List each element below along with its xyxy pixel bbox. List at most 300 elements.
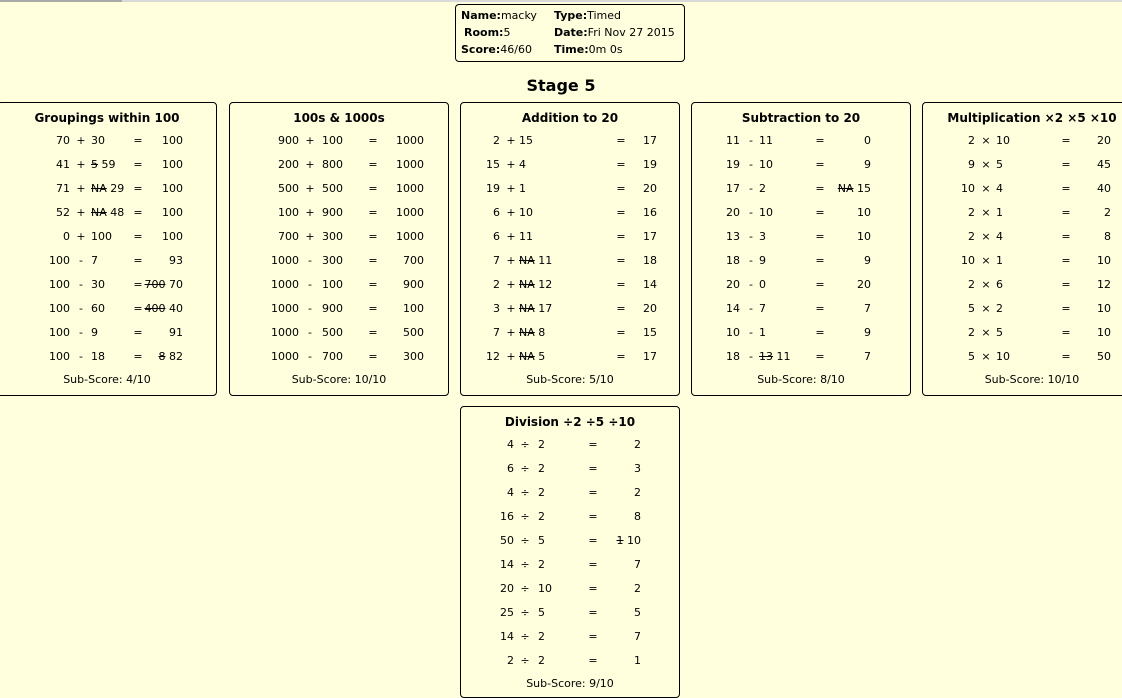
operator: + — [506, 230, 516, 243]
operand-a: 14 — [500, 558, 514, 571]
equals-sign: = — [616, 350, 626, 363]
equation-list — [461, 129, 679, 369]
operand-a: 18 — [726, 350, 740, 363]
equation-row — [923, 201, 1122, 225]
operand-b — [91, 177, 124, 201]
operator: - — [79, 326, 83, 339]
correct-answer: 82 — [169, 350, 183, 363]
sub-score: Sub-Score: 10/10 — [291, 373, 387, 386]
equals-sign: = — [368, 230, 378, 243]
operand-a: 9 — [968, 158, 975, 171]
result: 1000 — [396, 134, 424, 147]
wrong-answer: NA — [91, 206, 107, 219]
operator: + — [305, 158, 315, 171]
wrong-answer: 5 — [91, 158, 98, 171]
correct-answer: 15 — [857, 182, 871, 195]
sub-score: Sub-Score: 4/10 — [63, 373, 151, 386]
operand-a: 2 — [968, 278, 975, 291]
equation-row — [0, 273, 216, 297]
result: 100 — [162, 206, 183, 219]
operator: ÷ — [520, 438, 530, 451]
result: 10 — [1097, 254, 1111, 267]
operand-a: 10 — [726, 326, 740, 339]
correct-answer: 10 — [627, 534, 641, 547]
operand-a: 2 — [968, 206, 975, 219]
result: 93 — [169, 254, 183, 267]
operand-b: 1 — [759, 326, 766, 339]
equation-row — [230, 273, 448, 297]
equation-row — [692, 177, 910, 201]
equation-list — [0, 129, 216, 369]
equation-list — [692, 129, 910, 369]
operand-b: 2 — [538, 438, 545, 451]
operator: + — [76, 158, 86, 171]
operand-a: 12 — [486, 350, 500, 363]
correct-answer: 48 — [110, 206, 125, 219]
equation-row — [0, 177, 216, 201]
operand-b: 11 — [519, 230, 533, 243]
sub-score: Sub-Score: 5/10 — [526, 373, 614, 386]
operand-b: 900 — [322, 206, 343, 219]
name-label: Name: — [461, 9, 501, 22]
operator: ÷ — [520, 534, 530, 547]
operator: - — [749, 254, 753, 267]
equals-sign: = — [133, 230, 143, 243]
operator: × — [981, 134, 991, 147]
operator: × — [981, 182, 991, 195]
wrong-answer: 8 — [158, 350, 166, 363]
operand-b: 3 — [759, 230, 766, 243]
equation-row — [0, 249, 216, 273]
result-header — [455, 4, 685, 62]
operand-a: 900 — [278, 134, 299, 147]
result: 9 — [864, 158, 871, 171]
room-value: 5 — [503, 26, 511, 39]
panel-title: Division ÷2 ÷5 ÷10 — [504, 415, 636, 429]
top-border — [0, 0, 1122, 2]
equals-sign: = — [1061, 230, 1071, 243]
operand-a: 50 — [500, 534, 514, 547]
operator: × — [981, 230, 991, 243]
equation-row — [692, 201, 910, 225]
equals-sign: = — [616, 134, 626, 147]
equals-sign: = — [588, 462, 598, 475]
operand-a: 3 — [493, 302, 500, 315]
equals-sign: = — [588, 486, 598, 499]
equals-sign: = — [133, 350, 143, 363]
equals-sign: = — [368, 134, 378, 147]
operator: - — [308, 254, 312, 267]
equals-sign: = — [815, 134, 825, 147]
equals-sign: = — [133, 302, 143, 315]
result: 1000 — [396, 230, 424, 243]
equals-sign: = — [1061, 158, 1071, 171]
correct-answer: 40 — [169, 302, 183, 315]
sub-score: Sub-Score: 8/10 — [757, 373, 845, 386]
equation-row — [923, 129, 1122, 153]
equals-sign: = — [368, 158, 378, 171]
operator: - — [79, 254, 83, 267]
operand-b: 100 — [322, 134, 343, 147]
result: 2 — [1104, 206, 1111, 219]
result: 700 — [403, 254, 424, 267]
result: 100 — [162, 134, 183, 147]
result: 15 — [643, 326, 657, 339]
operand-b: 2 — [538, 558, 545, 571]
operand-b: 1 — [519, 182, 526, 195]
operator: + — [305, 230, 315, 243]
equals-sign: = — [815, 278, 825, 291]
wrong-answer: NA — [837, 182, 854, 195]
operand-b: 10 — [759, 206, 773, 219]
operand-a: 71 — [56, 182, 70, 195]
equation-row — [461, 225, 679, 249]
equation-row — [461, 649, 679, 673]
wrong-answer: 700 — [144, 278, 166, 291]
date-value: Fri Nov 27 2015 — [587, 26, 675, 39]
operand-a: 0 — [63, 230, 70, 243]
equals-sign: = — [815, 158, 825, 171]
operator: - — [79, 278, 83, 291]
operand-b: 11 — [759, 134, 773, 147]
operand-b: 10 — [996, 134, 1010, 147]
operand-a: 500 — [278, 182, 299, 195]
operator: - — [308, 350, 312, 363]
operator: × — [981, 254, 991, 267]
equals-sign: = — [133, 326, 143, 339]
operator: ÷ — [520, 654, 530, 667]
operand-b: 7 — [759, 302, 766, 315]
wrong-answer: NA — [519, 278, 535, 291]
equation-row — [692, 129, 910, 153]
equals-sign: = — [368, 254, 378, 267]
operator: + — [506, 326, 516, 339]
wrong-answer: NA — [519, 350, 535, 363]
equals-sign: = — [368, 350, 378, 363]
equals-sign: = — [616, 158, 626, 171]
result: 1000 — [396, 158, 424, 171]
operand-b — [91, 201, 124, 225]
equation-row — [230, 345, 448, 369]
equation-row — [692, 321, 910, 345]
equation-row — [692, 297, 910, 321]
equation-row — [461, 481, 679, 505]
operand-b: 10 — [996, 350, 1010, 363]
equation-row — [461, 529, 679, 553]
wrong-answer: NA — [519, 302, 535, 315]
equation-list — [461, 433, 679, 673]
equals-sign: = — [815, 326, 825, 339]
equals-sign: = — [133, 182, 143, 195]
operator: + — [506, 278, 516, 291]
operand-a: 100 — [278, 206, 299, 219]
equation-row — [461, 577, 679, 601]
equals-sign: = — [368, 206, 378, 219]
operand-b: 15 — [519, 134, 533, 147]
equation-row — [461, 129, 679, 153]
equation-row — [0, 345, 216, 369]
equation-row — [461, 433, 679, 457]
operand-b: 500 — [322, 326, 343, 339]
correct-answer: 17 — [538, 302, 553, 315]
result: 10 — [1097, 302, 1111, 315]
equals-sign: = — [815, 350, 825, 363]
operator: + — [506, 158, 516, 171]
operand-b: 5 — [538, 606, 545, 619]
equals-sign: = — [1061, 326, 1071, 339]
operand-b: 0 — [759, 278, 766, 291]
operator: ÷ — [520, 630, 530, 643]
operand-b — [91, 153, 116, 177]
operand-b: 4 — [519, 158, 526, 171]
operand-b: 2 — [538, 462, 545, 475]
stage-title: Stage 5 — [526, 76, 596, 95]
result: 2 — [634, 486, 641, 499]
operator: + — [506, 302, 516, 315]
equation-row — [692, 153, 910, 177]
result: 0 — [864, 134, 871, 147]
equals-sign: = — [588, 558, 598, 571]
equals-sign: = — [1061, 350, 1071, 363]
result — [145, 297, 184, 321]
panel-title: Multiplication ×2 ×5 ×10 — [947, 111, 1117, 125]
operator: - — [749, 350, 753, 363]
operator: × — [981, 302, 991, 315]
equals-sign: = — [815, 182, 825, 195]
operand-a: 4 — [507, 438, 514, 451]
operand-b: 5 — [996, 326, 1003, 339]
panel-2 — [229, 102, 449, 396]
wrong-answer: NA — [519, 326, 535, 339]
operand-a: 4 — [507, 486, 514, 499]
equation-row — [0, 129, 216, 153]
equation-list — [230, 129, 448, 369]
operand-a: 2 — [968, 326, 975, 339]
panel-4 — [691, 102, 911, 396]
equation-row — [461, 201, 679, 225]
operand-a: 1000 — [271, 326, 299, 339]
equation-row — [461, 457, 679, 481]
result: 7 — [864, 350, 871, 363]
result: 12 — [1097, 278, 1111, 291]
equation-row — [923, 345, 1122, 369]
equation-row — [230, 129, 448, 153]
equation-row — [923, 225, 1122, 249]
operand-b: 10 — [759, 158, 773, 171]
equals-sign: = — [1061, 182, 1071, 195]
operand-b: 18 — [91, 350, 105, 363]
equals-sign: = — [133, 206, 143, 219]
panel-5 — [922, 102, 1122, 396]
operand-a: 70 — [56, 134, 70, 147]
equation-row — [923, 177, 1122, 201]
equation-row — [461, 321, 679, 345]
operand-a: 14 — [500, 630, 514, 643]
operand-b — [759, 345, 791, 369]
equals-sign: = — [815, 302, 825, 315]
equals-sign: = — [815, 254, 825, 267]
operand-a: 10 — [961, 254, 975, 267]
operand-b: 2 — [996, 302, 1003, 315]
operator: + — [305, 206, 315, 219]
operand-b: 1 — [996, 206, 1003, 219]
operand-a: 2 — [968, 230, 975, 243]
equals-sign: = — [133, 254, 143, 267]
result: 20 — [643, 302, 657, 315]
operator: - — [79, 302, 83, 315]
operand-b: 2 — [538, 510, 545, 523]
operand-b: 2 — [538, 630, 545, 643]
equation-row — [230, 177, 448, 201]
equals-sign: = — [588, 534, 598, 547]
operator: × — [981, 158, 991, 171]
operator: ÷ — [520, 486, 530, 499]
equals-sign: = — [368, 182, 378, 195]
operand-a: 2 — [493, 134, 500, 147]
operator: × — [981, 350, 991, 363]
result: 45 — [1097, 158, 1111, 171]
equation-row — [461, 601, 679, 625]
operator: - — [308, 302, 312, 315]
operand-b: 1 — [996, 254, 1003, 267]
panel-title: 100s & 1000s — [293, 111, 385, 125]
equation-row — [692, 249, 910, 273]
equals-sign: = — [1061, 254, 1071, 267]
equation-row — [230, 201, 448, 225]
operand-a: 7 — [493, 326, 500, 339]
result: 10 — [1097, 326, 1111, 339]
operand-a: 15 — [486, 158, 500, 171]
panel-title: Subtraction to 20 — [741, 111, 861, 125]
result: 18 — [643, 254, 657, 267]
operator: - — [749, 134, 753, 147]
equals-sign: = — [368, 326, 378, 339]
equals-sign: = — [588, 654, 598, 667]
correct-answer: 5 — [538, 350, 546, 363]
equals-sign: = — [368, 302, 378, 315]
operand-a: 13 — [726, 230, 740, 243]
operand-a: 2 — [493, 278, 500, 291]
operand-b: 500 — [322, 182, 343, 195]
result: 40 — [1097, 182, 1111, 195]
operator: - — [749, 230, 753, 243]
operator: - — [749, 182, 753, 195]
equation-row — [461, 153, 679, 177]
operator: + — [305, 134, 315, 147]
operand-b: 100 — [322, 278, 343, 291]
equals-sign: = — [616, 206, 626, 219]
operand-a: 17 — [726, 182, 740, 195]
equation-row — [230, 321, 448, 345]
panel-6 — [460, 406, 680, 698]
equation-row — [923, 297, 1122, 321]
type-label: Type: — [554, 9, 588, 22]
result: 10 — [857, 230, 871, 243]
time-label: Time: — [554, 43, 589, 56]
result: 50 — [1097, 350, 1111, 363]
wrong-answer: NA — [91, 182, 107, 195]
operand-b: 300 — [322, 230, 343, 243]
operand-b: 5 — [538, 534, 545, 547]
equation-row — [0, 201, 216, 225]
result: 17 — [643, 350, 657, 363]
operand-b: 60 — [91, 302, 105, 315]
operand-a: 19 — [726, 158, 740, 171]
equals-sign: = — [588, 630, 598, 643]
equation-row — [230, 297, 448, 321]
equation-list — [923, 129, 1122, 369]
result: 19 — [643, 158, 657, 171]
panel-title: Groupings within 100 — [34, 111, 180, 125]
operator: - — [308, 278, 312, 291]
operand-b: 800 — [322, 158, 343, 171]
operand-b: 10 — [519, 206, 533, 219]
wrong-answer: 1 — [616, 534, 624, 547]
result: 14 — [643, 278, 657, 291]
operand-a: 20 — [500, 582, 514, 595]
equals-sign: = — [588, 510, 598, 523]
operand-b: 30 — [91, 278, 105, 291]
result: 1 — [634, 654, 641, 667]
equation-row — [0, 297, 216, 321]
result: 300 — [403, 350, 424, 363]
correct-answer: 11 — [776, 350, 791, 363]
result: 1000 — [396, 206, 424, 219]
operand-b: 7 — [91, 254, 98, 267]
equation-row — [461, 345, 679, 369]
result: 2 — [634, 438, 641, 451]
equals-sign: = — [588, 438, 598, 451]
equals-sign: = — [616, 326, 626, 339]
operand-b: 10 — [538, 582, 552, 595]
top-scrollbar[interactable] — [0, 0, 122, 2]
operator: + — [76, 134, 86, 147]
result: 9 — [864, 326, 871, 339]
operand-a: 10 — [961, 182, 975, 195]
operator: + — [76, 230, 86, 243]
panel-1 — [0, 102, 217, 396]
equals-sign: = — [1061, 278, 1071, 291]
operator: + — [506, 350, 516, 363]
equals-sign: = — [588, 582, 598, 595]
equals-sign: = — [588, 606, 598, 619]
equals-sign: = — [133, 278, 143, 291]
operator: ÷ — [520, 606, 530, 619]
equation-row — [923, 249, 1122, 273]
equals-sign: = — [616, 302, 626, 315]
operand-a: 2 — [507, 654, 514, 667]
type-value: Timed — [587, 9, 622, 22]
result: 20 — [1097, 134, 1111, 147]
operator: + — [76, 182, 86, 195]
operand-b: 4 — [996, 182, 1003, 195]
equation-row — [461, 553, 679, 577]
wrong-answer: 13 — [759, 350, 773, 363]
equation-row — [692, 345, 910, 369]
equation-row — [923, 273, 1122, 297]
operator: - — [749, 326, 753, 339]
operator: × — [981, 278, 991, 291]
operator: + — [305, 182, 315, 195]
operator: - — [79, 350, 83, 363]
result: 7 — [634, 558, 641, 571]
equation-row — [923, 321, 1122, 345]
operand-a: 1000 — [271, 350, 299, 363]
operand-a: 2 — [968, 134, 975, 147]
equals-sign: = — [815, 206, 825, 219]
operator: + — [506, 254, 516, 267]
operand-a: 1000 — [271, 254, 299, 267]
